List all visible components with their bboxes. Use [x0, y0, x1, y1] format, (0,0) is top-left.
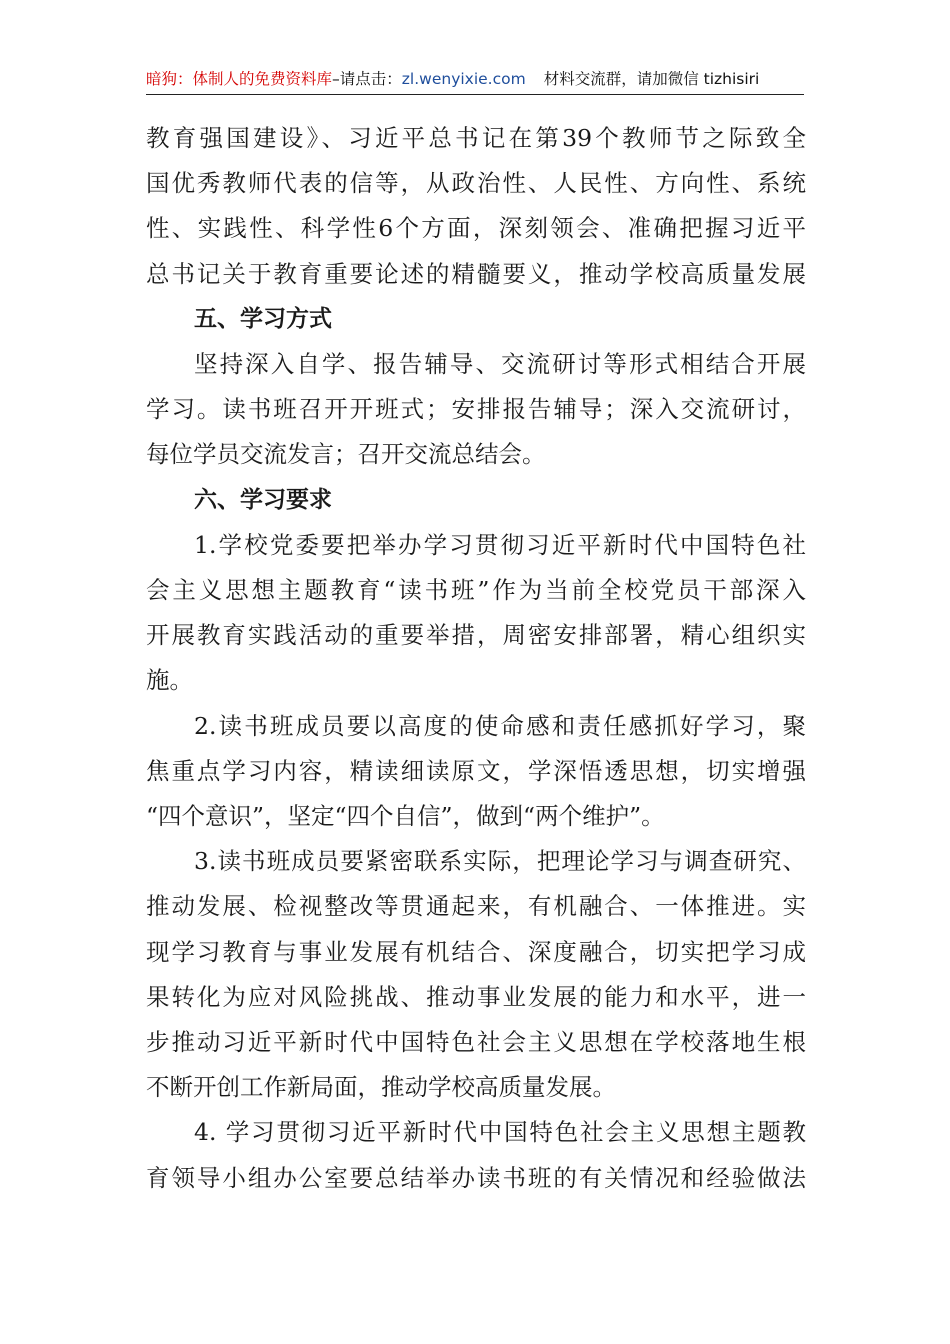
text-line: 4. 学习贯彻习近平新时代中国特色社会主义思想主题教: [194, 1118, 806, 1147]
text-line: 会主义思想主题教育“读书班”作为当前全校党员干部深入: [146, 576, 806, 605]
text-line: 1.学校党委要把举办学习贯彻习近平新时代中国特色社: [194, 530, 806, 559]
section-heading-study-method: 五、学习方式: [194, 305, 332, 332]
text-line: 不断开创工作新局面，推动学校高质量发展。: [146, 1073, 616, 1102]
text-line: 施。: [146, 666, 193, 695]
header-click-prompt: –请点击：: [332, 70, 402, 88]
paragraph-study-method: [146, 342, 806, 478]
text-line: 推动发展、检视整改等贯通起来，有机融合、一体推进。实: [146, 892, 806, 921]
text-line: 果转化为应对风险挑战、推动事业发展的能力和水平，进一: [146, 982, 806, 1011]
text-line: 育领导小组办公室要总结举办读书班的有关情况和经验做法: [146, 1163, 806, 1192]
header-site-name: 暗狗：体制人的免费资料库: [146, 70, 333, 88]
text-line: 国优秀教师代表的信等，从政治性、人民性、方向性、系统: [146, 169, 806, 198]
text-line: 3.读书班成员要紧密联系实际，把理论学习与调查研究、: [194, 847, 806, 876]
paragraph-requirement-3: [146, 839, 806, 1110]
text-line: 步推动习近平新时代中国特色社会主义思想在学校落地生根: [146, 1028, 806, 1057]
header-wechat-note: 材料交流群，请加微信 tizhisiri: [543, 70, 760, 88]
paragraph-requirement-4: [146, 1110, 806, 1200]
text-line: 焦重点学习内容，精读细读原文，学深悟透思想，切实增强: [146, 756, 806, 785]
text-line: 2.读书班成员要以高度的使命感和责任感抓好学习，聚: [194, 711, 806, 740]
text-line: 教育强国建设》、习近平总书记在第39个教师节之际致全: [146, 124, 806, 152]
paragraph-requirement-2: [146, 704, 806, 840]
text-line: 总书记关于教育重要论述的精髓要义，推动学校高质量发展: [146, 259, 806, 288]
text-line: 性、实践性、科学性6个方面，深刻领会、准确把握习近平: [146, 214, 806, 243]
text-line: 开展教育实践活动的重要举措，周密安排部署，精心组织实: [146, 621, 806, 650]
section-heading-study-requirements: 六、学习要求: [194, 486, 332, 513]
paragraph-study-content: [146, 116, 806, 297]
text-line: 坚持深入自学、报告辅导、交流研讨等形式相结合开展: [194, 350, 806, 379]
page-header: [146, 64, 804, 95]
text-line: 现学习教育与事业发展有机结合、深度融合，切实把学习成: [146, 937, 806, 966]
text-line: 每位学员交流发言；召开交流总结会。: [146, 440, 546, 469]
header-site-link[interactable]: zl.wenyixie.com: [401, 70, 526, 88]
text-line: “四个意识”，坚定“四个自信”，做到“两个维护”。: [146, 802, 665, 831]
text-line: 学习。读书班召开开班式；安排报告辅导；深入交流研讨，: [146, 395, 806, 424]
document-body: [146, 116, 806, 1201]
paragraph-requirement-1: [146, 523, 806, 704]
